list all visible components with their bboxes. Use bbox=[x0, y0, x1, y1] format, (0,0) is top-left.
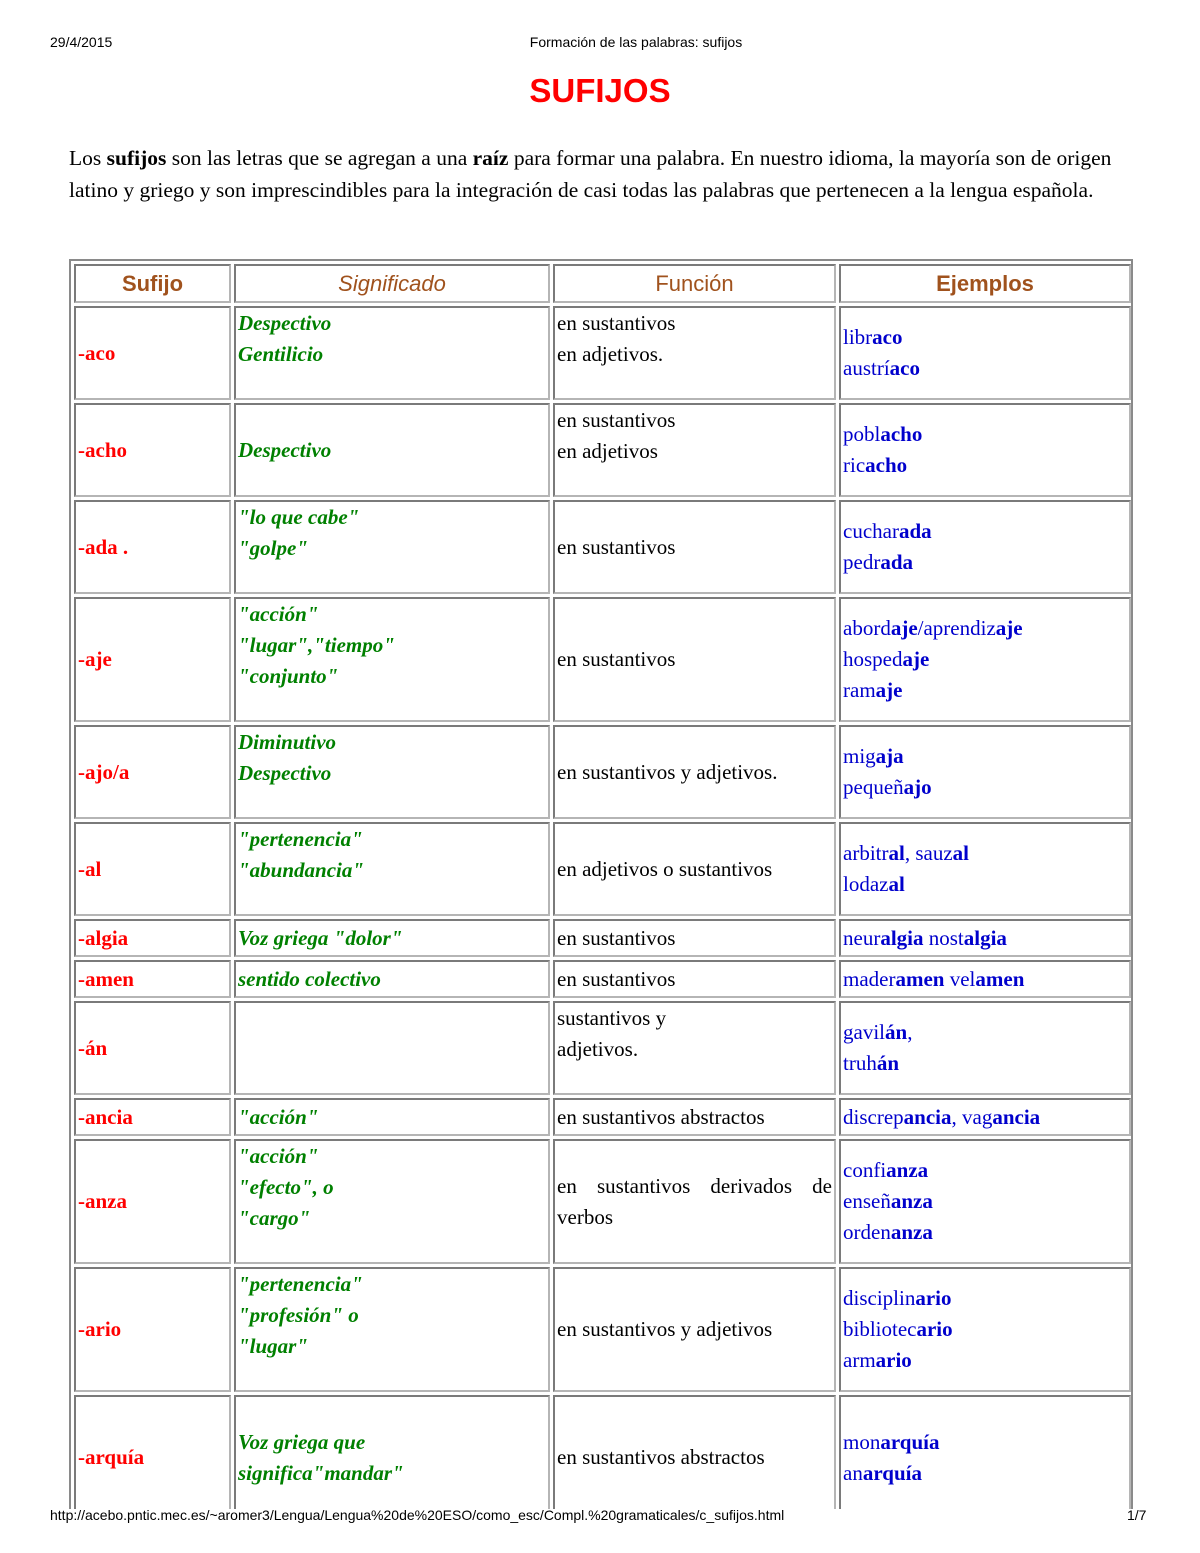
funcion-line: en sustantivos bbox=[557, 925, 676, 950]
ejemplo-root-part: , vag bbox=[951, 1104, 993, 1129]
cell-funcion bbox=[553, 306, 836, 400]
ejemplo-root-part: mader bbox=[843, 966, 896, 991]
ejemplo-root-part: disciplin bbox=[843, 1286, 916, 1310]
cell-funcion bbox=[553, 500, 836, 594]
table-row bbox=[74, 1098, 1131, 1136]
ejemplo-suffix-part: aja bbox=[875, 744, 904, 768]
ejemplo-line bbox=[843, 353, 1127, 384]
ejemplo-suffix-part: anza bbox=[890, 1189, 933, 1213]
intro-text: Los bbox=[69, 146, 107, 170]
ejemplo-line bbox=[843, 1458, 1127, 1489]
significado-line: significa"mandar" bbox=[238, 1460, 404, 1485]
table-row bbox=[74, 919, 1131, 957]
cell-sufijo: -ario bbox=[74, 1267, 231, 1392]
ejemplo-suffix-part: anza bbox=[886, 1158, 929, 1182]
cell-ejemplos bbox=[839, 822, 1131, 916]
ejemplo-suffix-part: algia bbox=[880, 925, 924, 950]
ejemplo-root-part: pedr bbox=[843, 550, 881, 574]
cell-sufijo: -arquía bbox=[74, 1395, 231, 1509]
funcion-line: en sustantivos bbox=[557, 534, 676, 559]
table-header-row bbox=[74, 264, 1131, 303]
ejemplo-root-part: /aprendiz bbox=[917, 616, 996, 640]
cell-ejemplos bbox=[839, 403, 1131, 497]
cell-significado bbox=[234, 725, 550, 819]
cell-significado bbox=[234, 960, 550, 998]
significado-line: "acción" bbox=[238, 602, 319, 626]
cell-funcion bbox=[553, 403, 836, 497]
table-row bbox=[74, 597, 1131, 722]
funcion-line: en sustantivos bbox=[557, 647, 676, 671]
cell-significado bbox=[234, 919, 550, 957]
ejemplo-root-part: confi bbox=[843, 1158, 887, 1182]
cell-sufijo: -acho bbox=[74, 403, 231, 497]
ejemplo-line bbox=[843, 516, 1127, 547]
significado-line: Despectivo bbox=[238, 311, 332, 335]
ejemplo-line bbox=[843, 1017, 1127, 1048]
ejemplo-line bbox=[843, 869, 1127, 900]
cell-ejemplos bbox=[839, 500, 1131, 594]
significado-line: "pertenencia" bbox=[238, 827, 363, 851]
ejemplo-suffix-part: al bbox=[888, 841, 905, 865]
ejemplo-root-part: , bbox=[907, 1020, 913, 1044]
cell-ejemplos bbox=[839, 1395, 1131, 1509]
ejemplo-line bbox=[843, 964, 1127, 995]
print-source-url: http://acebo.pntic.mec.es/~aromer3/Lengua/Lengua%20de%20ESO/como_esc/Compl.%20gramaticales/c_sufijos.html bbox=[50, 1507, 785, 1523]
table-row bbox=[74, 960, 1131, 998]
ejemplo-root-part: discrep bbox=[843, 1104, 904, 1129]
cell-funcion bbox=[553, 1098, 836, 1136]
significado-line: "golpe" bbox=[238, 536, 308, 560]
cell-sufijo: -ajo/a bbox=[74, 725, 231, 819]
significado-line: Voz griega "dolor" bbox=[238, 925, 403, 950]
ejemplo-suffix-part: amen bbox=[895, 966, 945, 991]
ejemplo-line bbox=[843, 1186, 1127, 1217]
cell-funcion bbox=[553, 597, 836, 722]
print-document-title: Formación de las palabras: sufijos bbox=[529, 34, 743, 50]
funcion-line: en sustantivos y adjetivos bbox=[557, 1317, 773, 1341]
cell-ejemplos bbox=[839, 960, 1131, 998]
ejemplo-suffix-part: arquía bbox=[862, 1460, 922, 1485]
significado-line: Despectivo bbox=[238, 437, 332, 462]
funcion-line: sustantivos y bbox=[557, 1006, 667, 1030]
ejemplo-line bbox=[843, 923, 1127, 954]
significado-line: "conjunto" bbox=[238, 664, 339, 688]
suffix-table-frame bbox=[69, 259, 1133, 1509]
print-date: 29/4/2015 bbox=[50, 34, 113, 50]
significado-line: Diminutivo bbox=[238, 730, 337, 754]
cell-sufijo: -ada . bbox=[74, 500, 231, 594]
intro-bold-term: raíz bbox=[472, 146, 509, 170]
cell-funcion bbox=[553, 725, 836, 819]
cell-funcion bbox=[553, 1395, 836, 1509]
ejemplo-line bbox=[843, 1314, 1127, 1345]
significado-line: "lo que cabe" bbox=[238, 505, 360, 529]
table-row bbox=[74, 500, 1131, 594]
cell-significado bbox=[234, 1267, 550, 1392]
ejemplo-suffix-part: aje bbox=[902, 647, 930, 671]
cell-ejemplos bbox=[839, 919, 1131, 957]
ejemplo-suffix-part: ancia bbox=[992, 1104, 1041, 1129]
cell-ejemplos bbox=[839, 1001, 1131, 1095]
ejemplo-line bbox=[843, 644, 1127, 675]
suffix-table-body bbox=[74, 306, 1131, 1509]
funcion-line: en sustantivos bbox=[557, 966, 676, 991]
ejemplo-root-part: , sauz bbox=[904, 841, 953, 865]
ejemplo-suffix-part: aco bbox=[872, 325, 903, 349]
ejemplo-suffix-part: algia bbox=[963, 925, 1007, 950]
table-row bbox=[74, 822, 1131, 916]
ejemplo-root-part: truh bbox=[843, 1051, 877, 1075]
ejemplo-suffix-part: ancia bbox=[903, 1104, 952, 1129]
cell-sufijo: -amen bbox=[74, 960, 231, 998]
funcion-line: en sustantivos bbox=[557, 311, 676, 335]
cell-significado bbox=[234, 1001, 550, 1095]
funcion-line: en adjetivos o sustantivos bbox=[557, 856, 773, 881]
ejemplo-line bbox=[843, 838, 1127, 869]
ejemplo-root-part: lodaz bbox=[843, 872, 889, 896]
ejemplo-root-part: austrí bbox=[843, 356, 890, 380]
column-header-sufijo: Sufijo bbox=[74, 264, 231, 303]
cell-significado bbox=[234, 306, 550, 400]
ejemplo-root-part: nost bbox=[923, 925, 964, 950]
significado-line: "acción" bbox=[238, 1144, 319, 1168]
ejemplo-line bbox=[843, 1155, 1127, 1186]
cell-sufijo: -al bbox=[74, 822, 231, 916]
ejemplo-root-part: orden bbox=[843, 1220, 891, 1244]
ejemplo-line bbox=[843, 1345, 1127, 1376]
ejemplo-line bbox=[843, 1427, 1127, 1458]
cell-significado bbox=[234, 403, 550, 497]
cell-sufijo: -ancia bbox=[74, 1098, 231, 1136]
intro-text: son las letras que se agregan a una bbox=[166, 146, 473, 170]
ejemplo-suffix-part: ario bbox=[875, 1348, 912, 1372]
print-page-number: 1/7 bbox=[1127, 1507, 1147, 1523]
significado-line: Despectivo bbox=[238, 761, 332, 785]
cell-funcion bbox=[553, 960, 836, 998]
ejemplo-suffix-part: án bbox=[885, 1020, 908, 1044]
ejemplo-root-part: arbitr bbox=[843, 841, 889, 865]
ejemplo-suffix-part: acho bbox=[880, 422, 923, 446]
table-row bbox=[74, 403, 1131, 497]
intro-text: para formar una palabra. En nuestro idioma, la mayoría son de origen latino y griego y son imprescindibles para la integración de casi todas las palabras que pertenecen a la lengua española. bbox=[69, 146, 1112, 202]
ejemplo-root-part: mon bbox=[843, 1429, 881, 1454]
significado-line: "pertenencia" bbox=[238, 1272, 363, 1296]
column-header-ejemplos: Ejemplos bbox=[839, 264, 1131, 303]
ejemplo-root-part: mig bbox=[843, 744, 876, 768]
ejemplo-suffix-part: ada bbox=[898, 519, 932, 543]
ejemplo-line bbox=[843, 675, 1127, 706]
column-header-significado: Significado bbox=[234, 264, 550, 303]
ejemplo-suffix-part: aje bbox=[875, 678, 903, 702]
cell-significado bbox=[234, 597, 550, 722]
ejemplo-line bbox=[843, 450, 1127, 481]
ejemplo-root-part: abord bbox=[843, 616, 891, 640]
significado-line: "acción" bbox=[238, 1104, 319, 1129]
intro-paragraph bbox=[69, 142, 1139, 206]
significado-line: "lugar" bbox=[238, 1334, 309, 1358]
ejemplo-root-part: bibliotec bbox=[843, 1317, 917, 1341]
cell-ejemplos bbox=[839, 725, 1131, 819]
page-title: SUFIJOS bbox=[529, 72, 671, 109]
cell-funcion bbox=[553, 1001, 836, 1095]
significado-line: "lugar","tiempo" bbox=[238, 633, 395, 657]
ejemplo-suffix-part: amen bbox=[975, 966, 1025, 991]
ejemplo-suffix-part: al bbox=[952, 841, 969, 865]
ejemplo-root-part: enseñ bbox=[843, 1189, 891, 1213]
ejemplo-root-part: arm bbox=[843, 1348, 876, 1372]
ejemplo-suffix-part: aco bbox=[889, 356, 920, 380]
cell-sufijo: -algia bbox=[74, 919, 231, 957]
table-row bbox=[74, 306, 1131, 400]
ejemplo-suffix-part: al bbox=[888, 872, 905, 896]
ejemplo-line bbox=[843, 613, 1127, 644]
significado-line: "profesión" o bbox=[238, 1303, 359, 1327]
cell-funcion bbox=[553, 919, 836, 957]
table-row bbox=[74, 1139, 1131, 1264]
ejemplo-root-part: neur bbox=[843, 925, 881, 950]
ejemplo-root-part: pequeñ bbox=[843, 775, 904, 799]
funcion-line: en sustantivos abstractos bbox=[557, 1445, 765, 1469]
cell-sufijo: -án bbox=[74, 1001, 231, 1095]
cell-significado bbox=[234, 1395, 550, 1509]
ejemplo-line bbox=[843, 1048, 1127, 1079]
table-row bbox=[74, 1267, 1131, 1392]
cell-ejemplos bbox=[839, 1267, 1131, 1392]
ejemplo-suffix-part: ada bbox=[880, 550, 914, 574]
ejemplo-line bbox=[843, 772, 1127, 803]
funcion-line: en sustantivos abstractos bbox=[557, 1104, 765, 1129]
significado-line: "abundancia" bbox=[238, 858, 365, 882]
funcion-line: en sustantivos bbox=[557, 408, 676, 432]
significado-line: Gentilicio bbox=[238, 342, 324, 366]
cell-ejemplos bbox=[839, 1098, 1131, 1136]
table-row bbox=[74, 1001, 1131, 1095]
cell-ejemplos bbox=[839, 1139, 1131, 1264]
funcion-line: en adjetivos bbox=[557, 439, 658, 463]
cell-significado bbox=[234, 500, 550, 594]
column-header-funcion: Función bbox=[553, 264, 836, 303]
funcion-line: adjetivos. bbox=[557, 1037, 639, 1061]
cell-sufijo: -anza bbox=[74, 1139, 231, 1264]
cell-sufijo: -aje bbox=[74, 597, 231, 722]
significado-line: sentido colectivo bbox=[238, 966, 381, 991]
ejemplo-line bbox=[843, 322, 1127, 353]
ejemplo-root-part: ram bbox=[843, 678, 876, 702]
ejemplo-line bbox=[843, 1283, 1127, 1314]
ejemplo-root-part: vel bbox=[944, 966, 976, 991]
ejemplo-line bbox=[843, 1217, 1127, 1248]
cell-ejemplos bbox=[839, 597, 1131, 722]
funcion-line: en sustantivos derivados de verbos bbox=[557, 1173, 832, 1229]
cell-significado bbox=[234, 822, 550, 916]
suffix-table bbox=[71, 261, 1133, 1509]
ejemplo-root-part: ric bbox=[843, 453, 866, 477]
cell-sufijo: -aco bbox=[74, 306, 231, 400]
ejemplo-root-part: hosped bbox=[843, 647, 903, 671]
cell-ejemplos bbox=[839, 306, 1131, 400]
table-row bbox=[74, 725, 1131, 819]
ejemplo-suffix-part: anza bbox=[890, 1220, 933, 1244]
ejemplo-suffix-part: acho bbox=[865, 453, 908, 477]
intro-bold-term: sufijos bbox=[106, 146, 167, 170]
cell-funcion bbox=[553, 1139, 836, 1264]
ejemplo-root-part: an bbox=[843, 1460, 863, 1485]
significado-line: "efecto", o bbox=[238, 1175, 334, 1199]
funcion-line: en adjetivos. bbox=[557, 342, 664, 366]
cell-significado bbox=[234, 1098, 550, 1136]
cell-funcion bbox=[553, 822, 836, 916]
ejemplo-root-part: cuchar bbox=[843, 519, 899, 543]
ejemplo-line bbox=[843, 419, 1127, 450]
ejemplo-suffix-part: arquía bbox=[880, 1429, 940, 1454]
significado-line: "cargo" bbox=[238, 1206, 311, 1230]
ejemplo-line bbox=[843, 741, 1127, 772]
ejemplo-suffix-part: án bbox=[876, 1051, 900, 1075]
ejemplo-suffix-part: ario bbox=[915, 1286, 952, 1310]
significado-line: Voz griega que bbox=[238, 1429, 366, 1454]
ejemplo-root-part: pobl bbox=[843, 422, 881, 446]
funcion-line: en sustantivos y adjetivos. bbox=[557, 759, 778, 784]
cell-funcion bbox=[553, 1267, 836, 1392]
ejemplo-suffix-part: aje bbox=[995, 616, 1023, 640]
ejemplo-root-part: gavil bbox=[843, 1020, 885, 1044]
ejemplo-suffix-part: ajo bbox=[903, 775, 932, 799]
ejemplo-line bbox=[843, 547, 1127, 578]
cell-significado bbox=[234, 1139, 550, 1264]
ejemplo-suffix-part: aje bbox=[890, 616, 918, 640]
ejemplo-suffix-part: ario bbox=[916, 1317, 953, 1341]
table-row bbox=[74, 1395, 1131, 1509]
ejemplo-line bbox=[843, 1102, 1127, 1133]
ejemplo-root-part: libr bbox=[843, 325, 873, 349]
